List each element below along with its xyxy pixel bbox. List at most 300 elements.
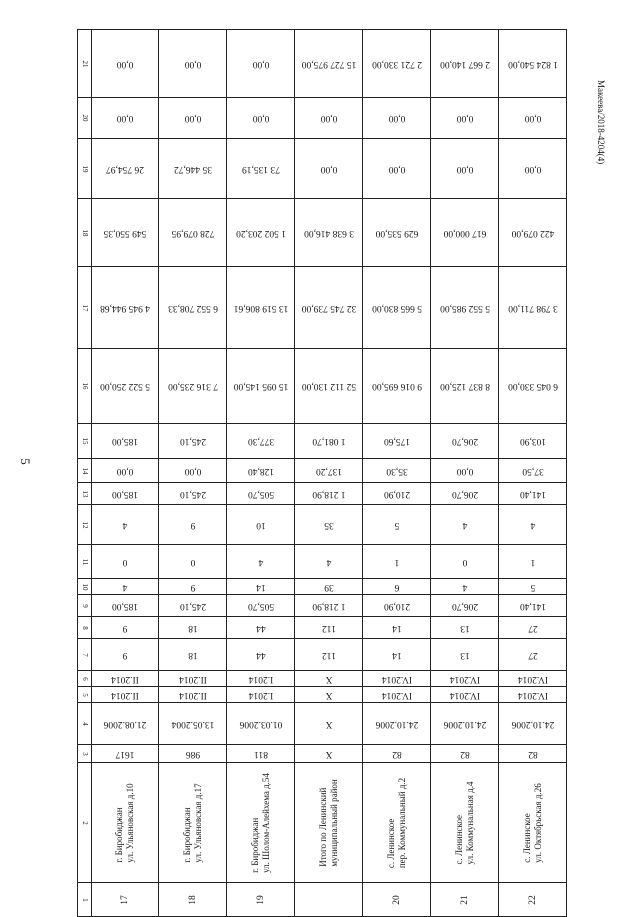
table-cell xyxy=(227,199,295,267)
table-cell xyxy=(159,763,227,883)
column-number-cell xyxy=(78,687,92,703)
table-cell xyxy=(92,424,159,459)
table-cell xyxy=(159,545,227,579)
cell-value: 5 xyxy=(394,519,399,530)
cell-value: 0,00 xyxy=(524,163,541,174)
document-id xyxy=(594,80,608,165)
data-table xyxy=(77,29,558,905)
cell-value: 0 xyxy=(122,556,128,567)
table-cell xyxy=(499,883,567,917)
table-row xyxy=(78,703,567,745)
cell-value: 1617 xyxy=(115,748,135,759)
cell-value: 82 xyxy=(527,748,538,759)
cell-value: 0,00 xyxy=(116,113,134,123)
table-row xyxy=(78,763,567,883)
address-line-2: ул. Коммунальная д.4 xyxy=(464,781,475,864)
column-number: 9 xyxy=(80,603,89,608)
table-cell xyxy=(499,199,567,267)
cell-value: 44 xyxy=(255,622,266,633)
table-cell xyxy=(92,459,159,483)
cell-value: X xyxy=(325,748,332,759)
cell-value: 5 552 985,00 xyxy=(439,302,490,313)
cell-value: 9 xyxy=(190,519,195,530)
cell-value: 4 xyxy=(258,556,263,567)
column-number: 12 xyxy=(80,521,89,528)
table-cell xyxy=(159,199,227,267)
table-cell xyxy=(295,617,363,639)
table-row xyxy=(78,267,567,349)
column-number: 6 xyxy=(80,676,89,681)
table-cell xyxy=(499,267,567,349)
column-number: 13 xyxy=(80,490,89,497)
table-row xyxy=(78,483,567,505)
table-cell xyxy=(159,579,227,595)
cell-value: II.2014 xyxy=(178,689,207,700)
cell-value: 0,00 xyxy=(320,113,337,123)
cell-value: 4 xyxy=(122,581,128,592)
table-cell xyxy=(431,545,499,579)
cell-value: 0,00 xyxy=(524,113,541,123)
table-cell xyxy=(227,883,295,917)
table-cell xyxy=(92,579,159,595)
table-cell xyxy=(295,545,363,579)
table-cell xyxy=(295,424,363,459)
table-cell xyxy=(431,687,499,703)
table-row xyxy=(78,745,567,763)
table-cell xyxy=(295,30,363,98)
table-cell xyxy=(92,763,159,883)
cell-value: 0,00 xyxy=(184,113,201,123)
address-line-1: г. Биробиджан xyxy=(249,817,260,873)
table-cell xyxy=(363,349,431,424)
cell-value: 17 xyxy=(120,894,130,905)
table-cell xyxy=(227,703,295,745)
cell-value: X xyxy=(325,718,332,729)
table-cell xyxy=(363,199,431,267)
cell-value: 505,70 xyxy=(247,600,274,611)
address-line-2: муниципальный район xyxy=(328,778,339,867)
table-cell xyxy=(363,459,431,483)
table-cell xyxy=(159,505,227,545)
cell-value: I.2014 xyxy=(248,673,273,684)
table-cell xyxy=(159,617,227,639)
table-cell xyxy=(159,687,227,703)
cell-value: 112 xyxy=(321,649,336,660)
cell-value: 82 xyxy=(391,748,402,759)
table-cell xyxy=(92,745,159,763)
table-cell xyxy=(295,98,363,139)
cell-value: 811 xyxy=(253,748,268,759)
table-cell xyxy=(363,703,431,745)
table-cell xyxy=(363,639,431,671)
table-row xyxy=(78,545,567,579)
table-cell xyxy=(159,424,227,459)
table-cell xyxy=(295,349,363,424)
table-cell xyxy=(363,883,431,917)
table-cell xyxy=(92,687,159,703)
column-number: 16 xyxy=(80,382,89,390)
cell-value: 13.05.2004 xyxy=(171,718,214,729)
cell-value: 27 xyxy=(527,622,538,633)
table-cell xyxy=(295,703,363,745)
address-line-1: Итого по Ленинский xyxy=(317,787,328,867)
column-number: 19 xyxy=(80,165,89,172)
table-cell xyxy=(295,505,363,545)
table-cell xyxy=(431,267,499,349)
cell-value: 549 550,35 xyxy=(103,227,147,238)
cell-value: 505,70 xyxy=(247,488,274,499)
address-line-2: пер. Коммунальный д.2 xyxy=(396,777,407,868)
table-cell xyxy=(227,687,295,703)
table-cell xyxy=(227,745,295,763)
address-line-1: с. Ленинское xyxy=(385,818,396,868)
table-cell xyxy=(363,763,431,883)
cell-value: 185,00 xyxy=(111,436,139,446)
column-number-cell xyxy=(78,505,92,545)
cell-value: 7 316 235,00 xyxy=(167,381,218,391)
cell-value: 629 535,00 xyxy=(375,227,418,238)
table-cell xyxy=(92,483,159,505)
address-line-1: г. Биробиджан xyxy=(181,806,192,863)
cell-value: 0,00 xyxy=(388,113,405,123)
cell-value: 35,30 xyxy=(385,465,408,476)
table-cell xyxy=(363,267,431,349)
cell-value: 128,40 xyxy=(247,465,274,476)
cell-value: IV.2014 xyxy=(517,689,548,700)
cell-value: 6 045 330,00 xyxy=(507,381,558,391)
table-row xyxy=(78,579,567,595)
cell-value: IV.2014 xyxy=(381,689,412,700)
table-cell xyxy=(92,267,159,349)
table-cell xyxy=(499,639,567,671)
cell-value: 18 xyxy=(187,649,198,660)
table-cell xyxy=(295,671,363,687)
cell-value: 73 135,19 xyxy=(241,163,280,174)
table-cell xyxy=(227,267,295,349)
column-number: 2 xyxy=(80,820,89,825)
table-cell xyxy=(227,139,295,199)
table-cell xyxy=(295,459,363,483)
table-cell xyxy=(159,459,227,483)
column-number: 10 xyxy=(80,583,89,590)
cell-value: 19 xyxy=(255,894,266,905)
table-cell xyxy=(159,349,227,424)
column-number-cell xyxy=(78,98,92,139)
table-cell xyxy=(295,687,363,703)
cell-value: 18 xyxy=(187,894,198,905)
table-cell xyxy=(92,505,159,545)
cell-value: 5 522 250,00 xyxy=(100,381,150,391)
column-number: 15 xyxy=(80,437,89,445)
table-cell xyxy=(227,459,295,483)
address xyxy=(182,783,204,862)
table-row xyxy=(78,639,567,671)
table-cell xyxy=(159,98,227,139)
table-cell xyxy=(227,579,295,595)
cell-value: 01.03.2006 xyxy=(239,718,282,729)
column-number-cell xyxy=(78,671,92,687)
table-row xyxy=(78,595,567,617)
cell-value: 206,70 xyxy=(451,488,478,499)
table-row xyxy=(78,30,567,98)
table-cell xyxy=(295,639,363,671)
table-cell xyxy=(499,459,567,483)
table-row xyxy=(78,687,567,703)
cell-value: 0,00 xyxy=(116,465,134,476)
table-cell xyxy=(92,671,159,687)
cell-value: 1 xyxy=(530,556,535,567)
table-cell xyxy=(227,617,295,639)
cell-value: 377,30 xyxy=(247,436,274,446)
table-cell xyxy=(499,139,567,199)
cell-value: 141,40 xyxy=(519,600,546,611)
table-cell xyxy=(431,617,499,639)
table-cell xyxy=(431,703,499,745)
table-cell xyxy=(295,763,363,883)
cell-value: 4 xyxy=(122,519,128,530)
table-cell xyxy=(499,617,567,639)
cell-value: II.2014 xyxy=(178,673,207,684)
table-cell xyxy=(295,595,363,617)
table-cell xyxy=(431,883,499,917)
table-cell xyxy=(363,579,431,595)
cell-value: 3 798 711,00 xyxy=(507,302,558,313)
cell-value: 44 xyxy=(255,649,266,660)
address-line-2: ул. Ульяновская д.17 xyxy=(192,782,203,863)
cell-value: 9 xyxy=(122,622,128,633)
cell-value: X xyxy=(325,689,332,700)
cell-value: 1 xyxy=(394,556,399,567)
table-cell xyxy=(159,671,227,687)
table-cell xyxy=(92,98,159,139)
table-cell xyxy=(92,883,159,917)
table-cell xyxy=(499,745,567,763)
cell-value: 4 xyxy=(462,581,467,592)
table-cell xyxy=(159,483,227,505)
table-cell xyxy=(227,424,295,459)
table-cell xyxy=(227,671,295,687)
column-number: 1 xyxy=(80,897,89,902)
cell-value: 0,00 xyxy=(252,58,269,69)
cell-value: 20 xyxy=(391,894,402,905)
table-cell xyxy=(431,579,499,595)
table-row xyxy=(78,671,567,687)
column-number-cell xyxy=(78,349,92,424)
cell-value: 617 000,00 xyxy=(443,227,486,238)
cell-value: 112 xyxy=(321,622,336,633)
cell-value: 9 xyxy=(190,581,195,592)
cell-value: 26 754,97 xyxy=(106,163,144,174)
cell-value: 206,70 xyxy=(451,600,478,611)
table-cell xyxy=(363,505,431,545)
table-cell xyxy=(431,349,499,424)
address xyxy=(318,779,340,867)
cell-value: 141,40 xyxy=(519,488,546,499)
cell-value: IV.2014 xyxy=(449,689,480,700)
cell-value: 24.10.2006 xyxy=(443,718,486,729)
cell-value: IV.2014 xyxy=(517,673,548,684)
table-cell xyxy=(295,579,363,595)
column-number-cell xyxy=(78,617,92,639)
table-cell xyxy=(159,745,227,763)
column-number: 17 xyxy=(80,304,89,311)
column-number: 11 xyxy=(80,558,89,565)
cell-value: 52 112 130,00 xyxy=(301,381,356,391)
table-cell xyxy=(227,545,295,579)
cell-value: 35 446,72 xyxy=(173,163,212,174)
cell-value: 0,00 xyxy=(116,58,134,69)
cell-value: 4 xyxy=(462,519,467,530)
table-cell xyxy=(363,745,431,763)
cell-value: 185,00 xyxy=(111,600,139,611)
column-number: 4 xyxy=(80,721,89,726)
table-cell xyxy=(431,745,499,763)
column-number: 20 xyxy=(80,114,89,122)
cell-value: 6 552 708,33 xyxy=(167,302,218,313)
cell-value: 422 079,00 xyxy=(511,227,554,238)
cell-value: 1 502 203,20 xyxy=(235,227,286,238)
table-cell xyxy=(499,595,567,617)
table-cell xyxy=(159,139,227,199)
cell-value: 82 xyxy=(459,748,470,759)
table-cell xyxy=(227,483,295,505)
table-cell xyxy=(159,703,227,745)
cell-value: 2 721 330,00 xyxy=(371,58,422,69)
address-line-2: ул. Ульяновская д.10 xyxy=(125,782,135,863)
table-cell xyxy=(431,671,499,687)
column-number-cell xyxy=(78,745,92,763)
table-row xyxy=(78,617,567,639)
page-number: 5 xyxy=(17,458,33,465)
table-cell xyxy=(499,349,567,424)
table-row xyxy=(78,505,567,545)
cell-value: 13 xyxy=(459,622,470,633)
column-number: 18 xyxy=(80,229,89,236)
cell-value: 175,60 xyxy=(383,436,410,446)
table-row xyxy=(78,98,567,139)
table-cell xyxy=(227,763,295,883)
table-cell xyxy=(431,459,499,483)
table-cell xyxy=(499,671,567,687)
table-cell xyxy=(159,267,227,349)
cell-value: 21 xyxy=(459,894,470,905)
cell-value: 15 095 145,00 xyxy=(233,381,288,391)
column-number-cell xyxy=(78,424,92,459)
table-cell xyxy=(431,30,499,98)
cell-value: 9 016 695,00 xyxy=(371,381,422,391)
cell-value: 2 667 140,00 xyxy=(439,58,490,69)
cell-value: 728 079,95 xyxy=(171,227,214,238)
cell-value: 1 081,70 xyxy=(311,436,346,446)
table-cell xyxy=(159,883,227,917)
cell-value: 24.10.2006 xyxy=(375,718,418,729)
table-cell xyxy=(295,267,363,349)
cell-value: 0,00 xyxy=(320,163,337,174)
column-number-cell xyxy=(78,139,92,199)
cell-value: 137,20 xyxy=(315,465,342,476)
column-number: 21 xyxy=(80,60,89,67)
column-number: 7 xyxy=(80,652,89,657)
column-number-cell xyxy=(78,763,92,883)
table-cell xyxy=(363,139,431,199)
table-cell xyxy=(92,545,159,579)
cell-value: 210,90 xyxy=(383,488,410,499)
address-line-2: ул. Шолом-Алейхема д.54 xyxy=(260,772,271,873)
address xyxy=(386,777,408,867)
cell-value: 5 665 830,00 xyxy=(371,302,422,313)
cell-value: IV.2014 xyxy=(449,673,480,684)
cell-value: 4 xyxy=(530,519,535,530)
column-number: 14 xyxy=(80,467,89,474)
cell-value: 185,00 xyxy=(111,488,139,499)
cell-value: 9 xyxy=(122,649,128,660)
cell-value: 13 519 806,61 xyxy=(233,302,288,313)
cell-value: 0,00 xyxy=(388,163,405,174)
table-cell xyxy=(499,687,567,703)
cell-value: 0,00 xyxy=(456,113,473,123)
address-line-1: с. Ленинское xyxy=(521,812,532,863)
table-cell xyxy=(92,617,159,639)
cell-value: 4 945 944,68 xyxy=(100,302,150,313)
table-cell xyxy=(499,545,567,579)
table-cell xyxy=(92,595,159,617)
table-cell xyxy=(431,505,499,545)
table-cell xyxy=(363,545,431,579)
table-row xyxy=(78,459,567,483)
cell-value: 22 xyxy=(527,894,538,905)
cell-value: 14 xyxy=(391,622,402,633)
table-cell xyxy=(295,483,363,505)
cell-value: 27 xyxy=(527,649,538,660)
table-cell xyxy=(499,30,567,98)
cell-value: 0,00 xyxy=(456,163,473,174)
cell-value: 103,90 xyxy=(519,436,546,446)
table-cell xyxy=(499,98,567,139)
table-cell xyxy=(431,98,499,139)
cell-value: 14 xyxy=(391,649,402,660)
table-cell xyxy=(227,595,295,617)
column-number-cell xyxy=(78,267,92,349)
cell-value: 0 xyxy=(462,556,467,567)
cell-value: IV.2014 xyxy=(381,673,412,684)
address-line-1: г. Биробиджан xyxy=(114,806,124,863)
table-cell xyxy=(159,639,227,671)
table-cell xyxy=(499,579,567,595)
table-cell xyxy=(227,505,295,545)
cell-value: 10 xyxy=(255,519,266,530)
table-cell xyxy=(499,424,567,459)
cell-value: I.2014 xyxy=(248,689,273,700)
column-number-cell xyxy=(78,199,92,267)
cell-value: 3 638 416,00 xyxy=(303,227,354,238)
table-cell xyxy=(363,483,431,505)
cell-value: 0,00 xyxy=(184,465,201,476)
table-cell xyxy=(363,617,431,639)
table-row xyxy=(78,883,567,917)
table-cell xyxy=(431,139,499,199)
table-cell xyxy=(363,687,431,703)
cell-value: 39 xyxy=(323,581,334,592)
table-cell xyxy=(227,98,295,139)
table-cell xyxy=(499,703,567,745)
table-cell xyxy=(499,763,567,883)
address xyxy=(454,781,476,864)
cell-value: 0 xyxy=(190,556,195,567)
table-cell xyxy=(431,595,499,617)
table-cell xyxy=(92,199,159,267)
cell-value: 1 218,90 xyxy=(311,600,346,611)
cell-value: II.2014 xyxy=(111,673,139,684)
